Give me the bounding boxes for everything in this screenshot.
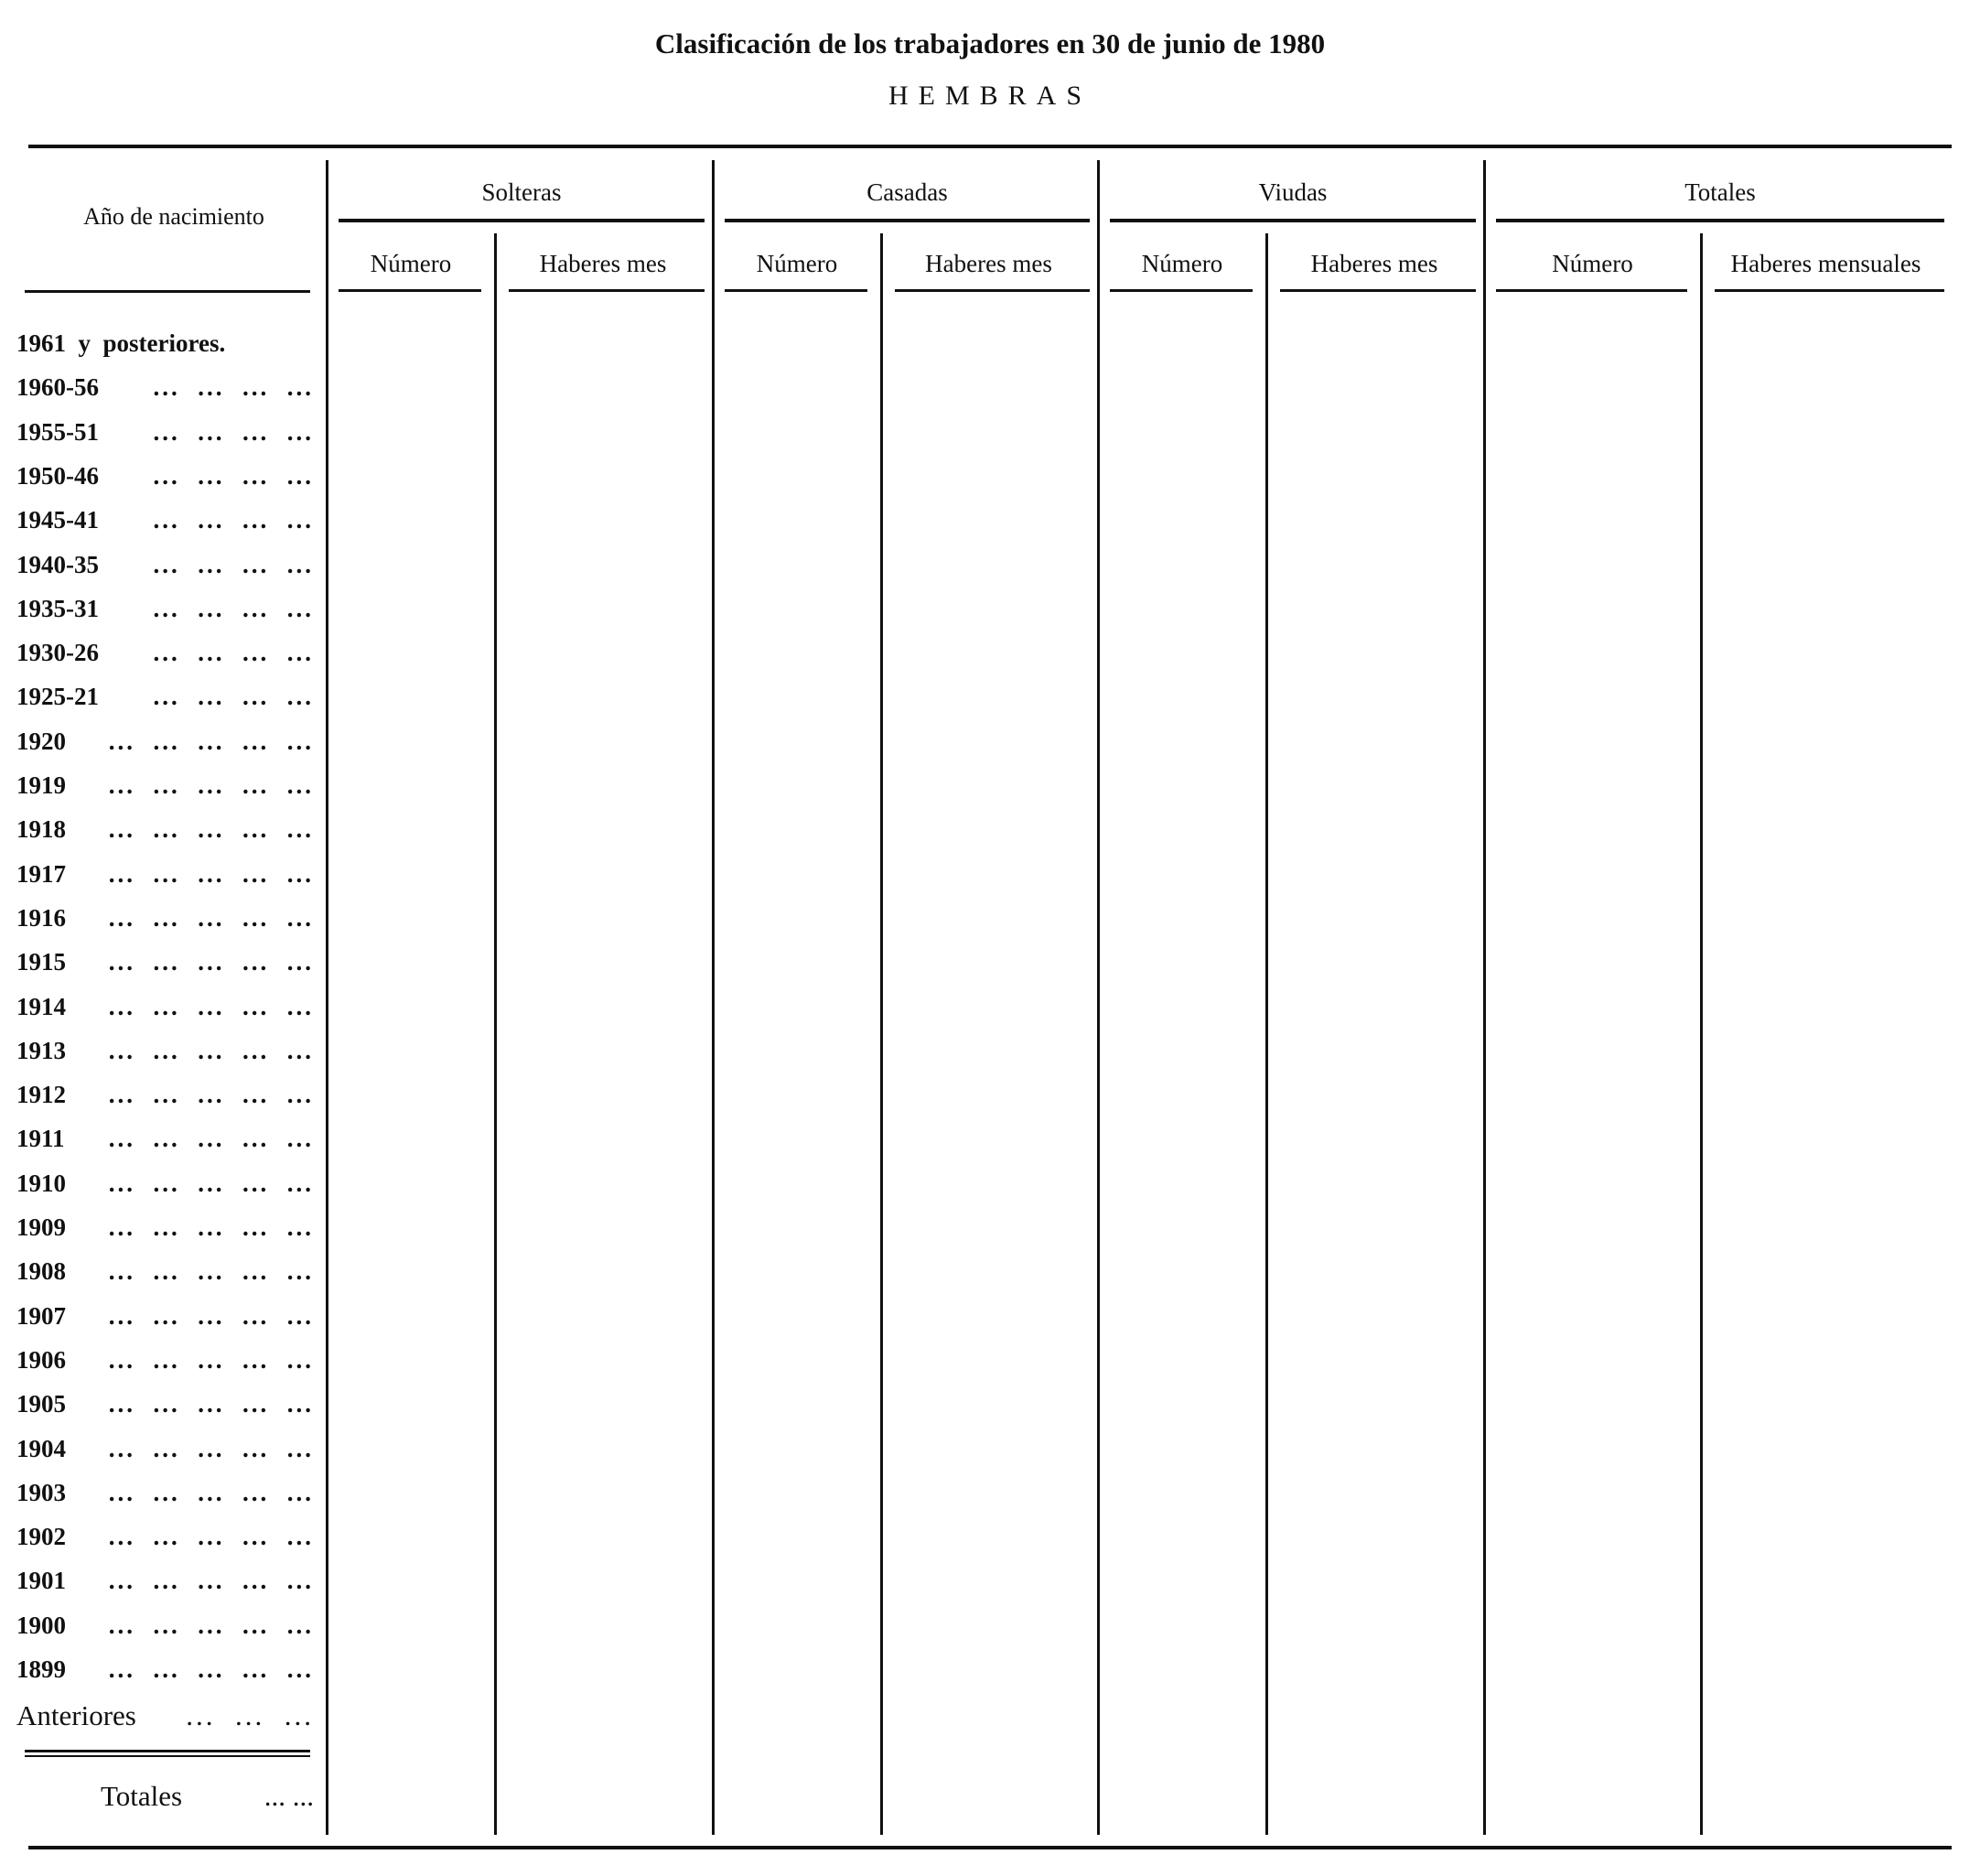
table-row [16, 904, 314, 933]
table-title: Clasificación de los trabajadores en 30 de junio de 1980 [654, 27, 1326, 59]
column-divider [880, 233, 883, 1835]
row-leader: ... ... ... ... ... [108, 1125, 314, 1153]
table-row [16, 771, 314, 800]
table-row [16, 993, 314, 1021]
row-label: 1961 y posteriores. [16, 329, 226, 357]
row-leader: ... ... ... ... [153, 417, 314, 446]
subheader-rule [1280, 289, 1476, 292]
column-divider [1483, 160, 1486, 1835]
subheader-rule [1496, 289, 1687, 292]
row-label: 1913 [16, 1036, 66, 1064]
subheader-rule [725, 289, 867, 292]
row-leader: ... ... ... ... ... [108, 1434, 314, 1462]
table-row [16, 683, 314, 711]
subheader-pay-casadas: Haberes mes [925, 250, 1052, 277]
row-label: 1901 [16, 1567, 66, 1595]
row-leader: ... ... ... ... ... [108, 948, 314, 976]
subheader-number-totales: Número [1552, 250, 1633, 277]
row-label: 1899 [16, 1655, 66, 1683]
table-row [16, 418, 314, 447]
row-label: 1904 [16, 1434, 66, 1462]
table-row [16, 728, 314, 756]
table-row [16, 551, 314, 579]
row-leader: ... ... ... ... ... [108, 1478, 314, 1506]
row-label: 1950-46 [16, 461, 99, 490]
table-row [16, 639, 314, 667]
row-label: 1955-51 [16, 417, 99, 446]
subheader-number-solteras: Número [370, 250, 452, 277]
year-column-header: Año de nacimiento [83, 203, 264, 230]
table-row [16, 860, 314, 889]
row-label: 1912 [16, 1081, 66, 1109]
table-row [16, 329, 314, 358]
row-label: 1908 [16, 1257, 66, 1286]
row-label: 1940-35 [16, 550, 99, 578]
bottom-rule [28, 1846, 1952, 1849]
row-leader: ... ... ... ... ... [108, 1390, 314, 1418]
table-row [16, 1037, 314, 1065]
row-label: Anteriores [16, 1699, 136, 1732]
row-label: 1902 [16, 1523, 66, 1551]
totals-rule-1 [25, 1750, 310, 1752]
table-row [16, 1479, 314, 1507]
row-label: 1903 [16, 1478, 66, 1506]
group-rule-solteras [339, 219, 705, 222]
row-leader: ... ... ... ... ... [108, 1213, 314, 1241]
row-label: 1916 [16, 903, 66, 932]
row-leader: ... ... ... ... ... [108, 903, 314, 932]
table-row [16, 462, 314, 491]
table-row [16, 1213, 314, 1242]
row-leader: ... ... ... ... ... [108, 859, 314, 888]
column-divider [1097, 160, 1100, 1835]
column-divider [494, 233, 497, 1835]
table-row [16, 1612, 314, 1640]
totals-leader: ... ... [264, 1780, 314, 1812]
row-leader: ... ... ... ... [153, 639, 314, 667]
row-leader: ... ... ... ... ... [108, 771, 314, 799]
row-label: 1930-26 [16, 639, 99, 667]
subheader-rule [509, 289, 705, 292]
table-row [16, 506, 314, 534]
row-leader: ... ... ... ... [153, 461, 314, 490]
table-row [16, 373, 314, 402]
table-row [16, 1302, 314, 1331]
column-divider [1700, 233, 1703, 1835]
row-leader: ... ... ... ... [153, 373, 314, 402]
column-divider [326, 160, 328, 1835]
row-leader: ... ... ... ... ... [108, 1523, 314, 1551]
table-row [16, 1170, 314, 1198]
row-label: 1960-56 [16, 373, 99, 402]
row-leader: ... ... ... ... ... [108, 815, 314, 844]
totals-row [101, 1780, 314, 1813]
subheader-rule [895, 289, 1090, 292]
table-row [16, 1081, 314, 1109]
group-rule-casadas [725, 219, 1090, 222]
row-label: 1917 [16, 859, 66, 888]
row-label: 1905 [16, 1390, 66, 1418]
table-row [16, 1655, 314, 1684]
row-leader: ... ... ... ... ... [108, 1655, 314, 1683]
row-leader: ... ... ... ... [153, 506, 314, 534]
row-leader: ... ... ... ... ... [108, 1081, 314, 1109]
table-row [16, 1567, 314, 1595]
row-leader: ... ... ... ... ... [108, 1345, 314, 1374]
row-label: 1906 [16, 1345, 66, 1374]
subheader-rule [339, 289, 481, 292]
totals-label: Totales [101, 1780, 183, 1812]
row-leader: ... ... ... ... ... [108, 1301, 314, 1330]
subheader-rule [1110, 289, 1253, 292]
table-row [16, 1523, 314, 1551]
table-row [16, 1699, 314, 1732]
row-label: 1920 [16, 727, 66, 755]
year-header-rule [25, 290, 310, 293]
group-header-solteras: Solteras [481, 178, 562, 206]
table-subtitle: HEMBRAS [888, 81, 1092, 111]
subheader-number-casadas: Número [756, 250, 838, 277]
group-header-totales: Totales [1684, 178, 1756, 206]
row-leader: ... ... ... ... [153, 683, 314, 711]
table-row [16, 1257, 314, 1286]
top-rule [28, 145, 1952, 148]
table-row [16, 1346, 314, 1375]
row-label: 1907 [16, 1301, 66, 1330]
row-label: 1911 [16, 1125, 65, 1153]
table-row [16, 1435, 314, 1463]
row-label: 1915 [16, 948, 66, 976]
row-label: 1919 [16, 771, 66, 799]
row-label: 1945-41 [16, 506, 99, 534]
table-row [16, 1125, 314, 1153]
subheader-rule [1715, 289, 1944, 292]
group-header-casadas: Casadas [866, 178, 948, 206]
row-leader: ... ... ... ... ... [108, 992, 314, 1020]
row-leader: ... ... ... ... ... [108, 1611, 314, 1639]
subheader-pay-viudas: Haberes mes [1310, 250, 1438, 277]
row-label: 1914 [16, 992, 66, 1020]
table-row [16, 595, 314, 623]
table-row [16, 1390, 314, 1418]
row-label: 1909 [16, 1213, 66, 1241]
totals-rule-2 [25, 1755, 310, 1757]
table-row [16, 948, 314, 976]
group-rule-viudas [1110, 219, 1476, 222]
row-label: 1910 [16, 1169, 66, 1197]
group-header-viudas: Viudas [1258, 178, 1328, 206]
subheader-number-viudas: Número [1141, 250, 1223, 277]
group-rule-totales [1496, 219, 1944, 222]
row-leader: ... ... ... ... ... [108, 727, 314, 755]
table-row [16, 815, 314, 844]
row-leader: ... ... ... ... ... [108, 1169, 314, 1197]
row-leader: ... ... ... ... [153, 594, 314, 622]
row-label: 1900 [16, 1611, 66, 1639]
column-divider [712, 160, 715, 1835]
subheader-pay-totales: Haberes mensuales [1730, 250, 1921, 277]
row-leader: ... ... ... ... [153, 550, 314, 578]
row-leader: ... ... ... [186, 1699, 314, 1732]
row-leader: ... ... ... ... ... [108, 1567, 314, 1595]
row-leader: ... ... ... ... ... [108, 1257, 314, 1286]
row-leader: ... ... ... ... ... [108, 1036, 314, 1064]
row-label: 1935-31 [16, 594, 99, 622]
subheader-pay-solteras: Haberes mes [539, 250, 667, 277]
row-label: 1925-21 [16, 683, 99, 711]
row-label: 1918 [16, 815, 66, 844]
column-divider [1265, 233, 1268, 1835]
